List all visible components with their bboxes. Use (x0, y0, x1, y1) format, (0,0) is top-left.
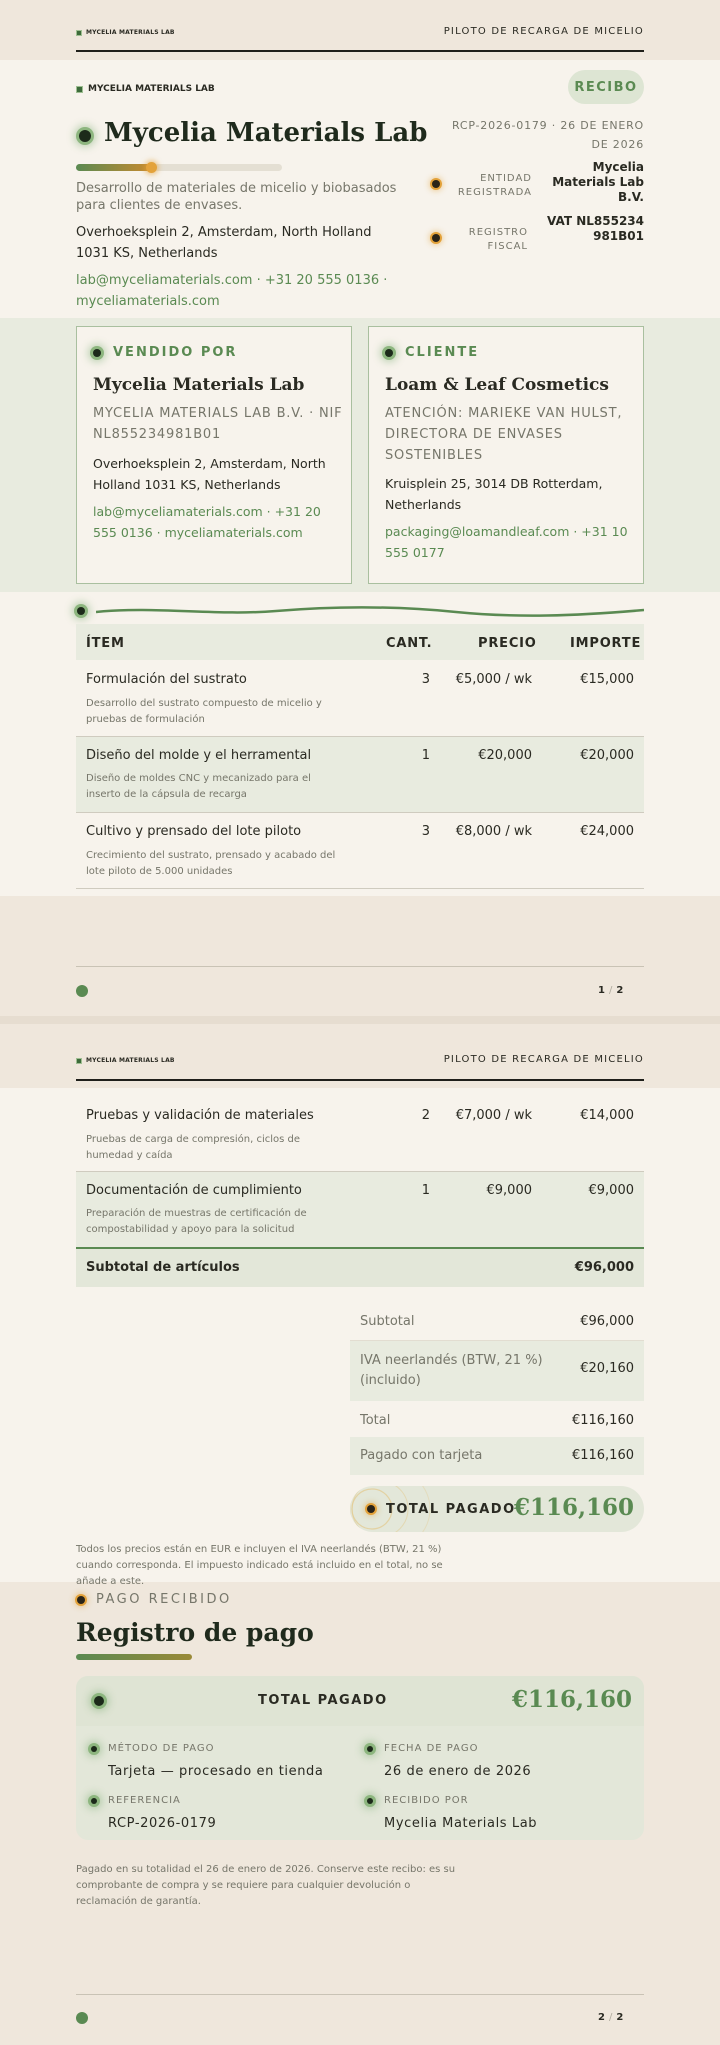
vine-divider (96, 600, 644, 620)
total-paid-value: €116,160 (513, 1494, 634, 1521)
logo-square-icon (76, 1058, 82, 1064)
totals-vat-value: €20,160 (580, 1361, 634, 1376)
brand-accent-fill (76, 164, 152, 171)
totals-vat-label: IVA neerlandés (BTW, 21 %) (incluido) (360, 1353, 543, 1388)
item-desc: Pruebas de carga de compresión, ciclos de humedad y caída (86, 1134, 301, 1161)
item-qty: 3 (421, 824, 430, 839)
client-card (368, 326, 644, 584)
col-item: ÍTEM (86, 636, 125, 651)
gold-spore-icon (146, 162, 157, 173)
item-name: Documentación de cumplimiento (86, 1183, 302, 1198)
payment-ref-value: RCP-2026-0179 (108, 1816, 217, 1831)
col-price: PRECIO (478, 636, 537, 651)
brand-accent-track (76, 164, 282, 171)
brand-tagline: Desarrollo de materiales de micelio y biobasados para clientes de envases. (76, 181, 397, 213)
payment-ref-label: REFERENCIA (108, 1795, 181, 1806)
totals-card-row (350, 1437, 644, 1475)
document-title: PILOTO DE RECARGA DE MICELIO (443, 26, 644, 37)
spore-dot-icon (79, 130, 91, 142)
seller-card-title: VENDIDO POR (113, 345, 238, 360)
spore-dot-icon (385, 349, 393, 357)
footer-rule (76, 966, 644, 967)
brand-name: Mycelia Materials Lab (104, 118, 428, 148)
payment-note: Pagado en su totalidad el 26 de enero de 2026. Conserve este recibo: es su comprobante de compra y se requiere para cualquier devolución o reclamación de garantía. (76, 1864, 456, 1907)
item-desc: Crecimiento del sustrato, prensado y acabado del lote piloto de 5.000 unidades (86, 850, 336, 877)
pager: 2 / 2 (598, 2012, 624, 2023)
payment-method-label: MÉTODO DE PAGO (108, 1743, 215, 1754)
seller-card (76, 326, 352, 584)
payment-total-label: TOTAL PAGADO (258, 1693, 388, 1708)
meta-value-entity: Mycelia Materials Lab B.V. (552, 160, 644, 204)
item-qty: 3 (421, 672, 430, 687)
meta-label-tax: REGISTRO FISCAL (468, 227, 528, 252)
header-rule (76, 50, 644, 52)
mini-logo: MYCELIA MATERIALS LAB (76, 29, 175, 36)
col-qty: CANT. (386, 636, 433, 651)
mini-logo: MYCELIA MATERIALS LAB (76, 1057, 175, 1064)
item-name: Pruebas y validación de materiales (86, 1108, 314, 1123)
col-amount: IMPORTE (570, 636, 642, 651)
item-amount: €20,000 (580, 748, 634, 763)
logo-square-icon (76, 86, 83, 93)
spore-dot-icon (77, 607, 85, 615)
item-qty: 1 (421, 1183, 430, 1198)
page-break (0, 1016, 720, 1024)
item-qty: 2 (421, 1108, 430, 1123)
spore-dot-icon (94, 1696, 104, 1706)
table-header (76, 624, 644, 660)
payment-date-label: FECHA DE PAGO (384, 1743, 479, 1754)
seller-address: Overhoeksplein 2, Amsterdam, North Holland 1031 KS, Netherlands (93, 456, 326, 492)
item-name: Cultivo y prensado del lote piloto (86, 824, 302, 839)
meta-value-tax: VAT NL855234981B01 (547, 214, 644, 243)
item-amount: €9,000 (588, 1183, 634, 1198)
totals-total-label: Total (360, 1413, 391, 1428)
payment-card (76, 1676, 644, 1840)
totals-subtotal-value: €96,000 (580, 1314, 634, 1329)
payment-total-row (76, 1676, 644, 1726)
row-divider (76, 888, 644, 889)
subtotal-row (76, 1249, 644, 1287)
total-paid-label: TOTAL PAGADO (386, 1502, 516, 1517)
gold-spore-icon (77, 1596, 85, 1604)
spore-dot-icon (367, 1798, 373, 1804)
table-row (76, 1172, 644, 1248)
subtotal-value: €96,000 (574, 1260, 634, 1275)
footer-rule (76, 1994, 644, 1995)
item-price: €7,000 / wk (455, 1108, 532, 1123)
gold-spore-icon (432, 180, 440, 188)
total-paid-pill (350, 1486, 644, 1532)
brand-section (0, 60, 720, 318)
item-name: Diseño del molde y el herramental (86, 748, 312, 763)
brand-small: MYCELIA MATERIALS LAB (76, 84, 215, 94)
item-amount: €24,000 (580, 824, 634, 839)
client-address: Kruisplein 25, 3014 DB Rotterdam, Netherlands (385, 476, 603, 512)
logo-square-icon (76, 30, 82, 36)
item-name: Formulación del sustrato (86, 672, 247, 687)
page-dot-icon (76, 2012, 88, 2024)
item-qty: 1 (421, 748, 430, 763)
item-amount: €14,000 (580, 1108, 634, 1123)
totals-card-label: Pagado con tarjeta (360, 1448, 483, 1463)
payment-date-value: 26 de enero de 2026 (384, 1764, 532, 1779)
page1-header (0, 0, 720, 60)
totals-total-value: €116,160 (571, 1413, 634, 1428)
payment-receiver-label: RECIBIDO POR (384, 1795, 469, 1806)
spore-dot-icon (91, 1746, 97, 1752)
brand-address: Overhoeksplein 2, Amsterdam, North Holland 1031 KS, Netherlands (76, 225, 372, 261)
seller-name: Mycelia Materials Lab (93, 375, 305, 395)
item-price: €20,000 (478, 748, 532, 763)
items-section (0, 592, 720, 896)
payment-eyebrow: PAGO RECIBIDO (96, 1592, 232, 1607)
client-name: Loam & Leaf Cosmetics (385, 375, 609, 395)
item-amount: €15,000 (580, 672, 634, 687)
header-rule (76, 1079, 644, 1081)
seller-contact[interactable]: lab@myceliamaterials.com · +31 20 555 0136 · myceliamaterials.com (93, 504, 321, 540)
subtotal-label: Subtotal de artículos (86, 1260, 240, 1275)
totals-vat-row (350, 1341, 644, 1401)
totals-subtotal-label: Subtotal (360, 1314, 415, 1329)
meta-label-entity: ENTIDAD REGISTRADA (457, 173, 532, 198)
item-desc: Preparación de muestras de certificación de compostabilidad y apoyo para la solicitud (86, 1208, 307, 1235)
pager: 1 / 2 (598, 985, 624, 996)
document-title: PILOTO DE RECARGA DE MICELIO (443, 1054, 644, 1065)
totals-card-value: €116,160 (571, 1448, 634, 1463)
item-price: €9,000 (486, 1183, 532, 1198)
payment-receiver-value: Mycelia Materials Lab (384, 1816, 538, 1831)
spore-dot-icon (93, 349, 101, 357)
item-desc: Diseño de moldes CNC y mecanizado para el inserto de la cápsula de recarga (86, 773, 311, 800)
receipt-reference: RCP-2026-0179 · 26 DE ENERO DE 2026 (451, 119, 644, 151)
receipt-badge: RECIBO (568, 70, 644, 104)
brand-contact[interactable]: lab@myceliamaterials.com · +31 20 555 0136 · myceliamaterials.com (76, 273, 388, 309)
spore-dot-icon (91, 1798, 97, 1804)
items-continued (0, 1088, 720, 1587)
spore-dot-icon (367, 1746, 373, 1752)
payment-title: Registro de pago (76, 1618, 314, 1647)
client-attention: ATENCIÓN: MARIEKE VAN HULST, DIRECTORA DE ENVASES SOSTENIBLES (385, 406, 623, 463)
item-price: €5,000 / wk (455, 672, 532, 687)
tax-note: Todos los precios están en EUR e incluyen el IVA neerlandés (BTW, 21 %) cuando corresponda. El impuesto indicado está incluido en el total, no se añade a este. (76, 1544, 443, 1587)
table-row (76, 737, 644, 812)
payment-total-value: €116,160 (511, 1686, 632, 1713)
gold-spore-icon (432, 234, 440, 242)
page-dot-icon (76, 985, 88, 997)
gold-spore-icon (367, 1505, 375, 1513)
client-contact[interactable]: packaging@loamandleaf.com · +31 10 555 0177 (385, 524, 628, 560)
item-price: €8,000 / wk (455, 824, 532, 839)
page2-header (0, 1024, 720, 1088)
payment-title-accent (76, 1654, 192, 1660)
client-card-title: CLIENTE (405, 345, 480, 360)
row-divider (76, 812, 644, 813)
seller-legal: MYCELIA MATERIALS LAB B.V. · NIF NL855234981B01 (93, 406, 343, 442)
payment-method-value: Tarjeta — procesado en tienda (108, 1764, 324, 1779)
item-desc: Desarrollo del sustrato compuesto de micelio y pruebas de formulación (86, 698, 322, 725)
